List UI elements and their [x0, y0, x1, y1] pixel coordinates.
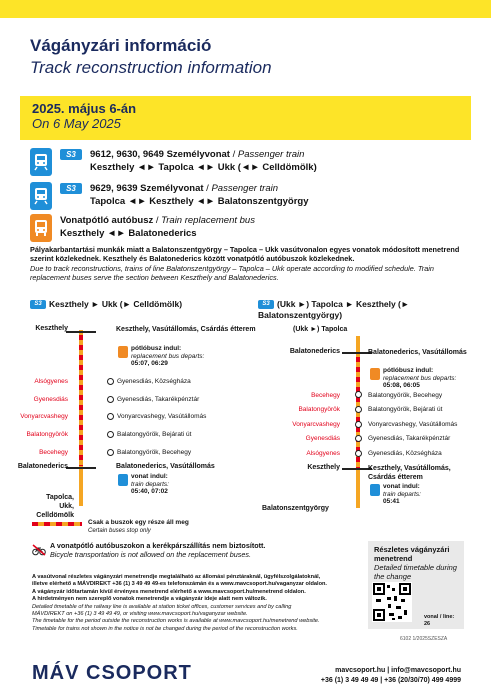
stop-label: Balatongyörök, Becehegy — [117, 449, 192, 456]
bus-icon — [30, 214, 52, 242]
legend-text: Csak a buszok egy része áll meg Certain buses stop only — [88, 519, 189, 534]
station-label: Becehegy — [311, 392, 340, 399]
left-bottom-tick — [66, 467, 96, 469]
date-band — [20, 96, 471, 140]
stop-label: Vonyarcvashegy, Vasútállomás — [117, 413, 207, 420]
station-label: Becehegy — [39, 449, 68, 456]
station-label: Alsógyenes — [34, 378, 68, 385]
left-continue: Tapolca, Ukk, Celldömölk — [36, 494, 74, 519]
left-bottom-stop: Balatonederics, Vasútállomás — [116, 463, 215, 470]
station-label: Gyenesdiás — [33, 396, 68, 403]
s3-badge: S3 — [30, 300, 46, 309]
station-label: Gyenesdiás — [305, 435, 340, 442]
right-bus-departure: pótlóbusz indul: replacement bus departs: 05:08, 06:05 — [383, 367, 457, 389]
stop-marker — [355, 406, 362, 413]
top-yellow-bar — [0, 0, 491, 18]
stop-label: Gyenesdiás, Takarékpénztár — [368, 435, 451, 442]
stop-marker — [107, 396, 114, 403]
stop-label: Gyenesdiás, Takarékpénztár — [117, 396, 200, 403]
station-label: Vonyarcvashegy — [292, 421, 340, 428]
service-train-1 — [30, 148, 470, 180]
mav-logo: MÁV CSOPORT — [32, 662, 192, 684]
no-bicycle-icon — [32, 543, 46, 555]
stop-label: Balatongyörök, Bejárati út — [117, 431, 192, 438]
right-diagram-heading: S3 (Ukk ►) Tapolca ► Keszthely (► Balatonszentgyörgy) — [258, 299, 410, 320]
station-label: Vonyarcvashegy — [20, 413, 68, 420]
service-numbers: 9629, 9639 Személyvonat / Passenger train — [90, 183, 279, 194]
qr-code[interactable] — [372, 582, 412, 622]
train-icon — [370, 484, 380, 496]
notice-hungarian: Pályakarbantartási munkák miatt a Balatonszentgyörgy – Tapolca – Ukk vasútvonalon egyes vonatok módosított menetrend szerint közlekednek. Keszthely és Balatonederics között vonatpótló autóbuszok közlekednek. — [30, 245, 460, 264]
notice-english: Due to track reconstructions, trains of line Balatonszentgyörgy – Tapolca – Ukk operate according to modified schedule. Train replacement buses serve the section between Keszthely and Balatonederics. — [30, 263, 434, 282]
stop-marker — [355, 421, 362, 428]
stop-marker — [355, 450, 362, 457]
left-top-station: Keszthely — [35, 325, 68, 332]
legend-dashed-line — [32, 522, 82, 526]
title-hungarian: Vágányzári információ — [30, 36, 212, 55]
stop-label: Gyenesdiás, Községháza — [368, 450, 442, 457]
right-train-departure: vonat indul: train departs: 05:41 — [383, 483, 421, 505]
bus-icon — [370, 368, 380, 380]
left-bus-line — [79, 330, 83, 466]
right-train-line — [356, 336, 360, 352]
right-bottom-stop: Keszthely, Vasútállomás, Csárdás étterem — [368, 465, 451, 481]
s3-badge: S3 — [60, 183, 82, 194]
right-continue: Balatonszentgyörgy — [262, 505, 329, 512]
left-train-line — [79, 466, 83, 506]
date-hungarian: 2025. május 6-án — [32, 101, 137, 116]
contact-info: mavcsoport.hu | info@mavcsoport.hu +36 (1) 3 49 49 49 | +36 (20/30/70) 499 4999 — [320, 667, 461, 684]
stop-label: Gyenesdiás, Községháza — [117, 378, 191, 385]
stop-marker — [107, 378, 114, 385]
stop-label: Balatongyörök, Bejárati út — [368, 406, 443, 413]
service-route: Keszthely ◄► Tapolca ◄► Ukk (◄► Celldömölk) — [90, 162, 317, 173]
document-id: 6102 1/2025SZESZA — [400, 636, 448, 642]
stop-marker — [107, 449, 114, 456]
left-top-stop: Keszthely, Vasútállomás, Csárdás étterem — [116, 326, 256, 333]
left-bus-departure: pótlóbusz indul: replacement bus departs: 05:07, 06:29 — [131, 345, 205, 367]
right-top-label: (Ukk ►) Tapolca — [293, 326, 348, 333]
service-route: Tapolca ◄► Keszthely ◄► Balatonszentgyörgy — [90, 196, 309, 207]
right-top-station: Balatonederics — [289, 348, 340, 355]
train-icon — [30, 182, 52, 210]
service-route: Keszthely ◄► Balatonederics — [60, 228, 197, 239]
title-english: Track reconstruction information — [30, 58, 272, 77]
train-icon — [30, 148, 52, 176]
service-train-2 — [30, 182, 470, 214]
right-top-stop: Balatonederics, Vasútállomás — [368, 349, 467, 356]
right-bottom-station: Keszthely — [307, 464, 340, 471]
footer-notes: A vasútvonal részletes vágányzári menetrendje megtalálható az állomási pénztáraknál, ügyfélszolgálatoknál, illetve elérhető a MÁVDIREKT +36 (1) 3 49 49 49-es telefonszámán és a www.mavcsoport.hu/vaganyzar oldalon. A vágányzár időtartamán kívül érvényes menetrend elérhető a www.mavcsoport.hu/menetrend oldalon. A hirdetményen nem szereplő vonatok menetrendje a vágányzár ideje alatt nem változik. Detailed timetable of the railway line is available at station ticket offices, customer services and by calling MÁVDIREKT on +36 (1) 3 49 49 49, or visiting www.mavcsoport.hu/vaganyzar website. The timetable for the period outside the reconstruction works is available at www.mavcsoport.hu/menetrend website. Timetable for trains not shown in the notice is not be changed during the period of the reconstruction works. — [32, 574, 327, 632]
bus-icon — [118, 346, 128, 358]
station-label: Balatongyörök — [298, 406, 340, 413]
left-train-departure: vonat indul: train departs: 05:40, 07:02 — [131, 473, 169, 495]
stop-marker — [107, 413, 114, 420]
left-top-tick — [66, 331, 96, 333]
line-number: vonal / line: 26 — [424, 614, 455, 627]
station-label: Balatongyörök — [26, 431, 68, 438]
stop-marker — [355, 391, 362, 398]
train-icon — [118, 474, 128, 486]
stop-marker — [107, 431, 114, 438]
service-numbers: Vonatpótló autóbusz / Train replacement bus — [60, 215, 255, 226]
date-english: On 6 May 2025 — [32, 116, 121, 131]
service-bus — [30, 214, 470, 246]
s3-badge: S3 — [60, 149, 82, 160]
s3-badge: S3 — [258, 300, 274, 309]
station-label: Alsógyenes — [306, 450, 340, 457]
stop-label: Vonyarcvashegy, Vasútállomás — [368, 421, 458, 428]
stop-marker — [355, 435, 362, 442]
timetable-box: Részletes vágányzári menetrend Detailed timetable during the change — [368, 541, 464, 629]
notice-text — [30, 245, 470, 282]
left-bottom-station: Balatonederics — [17, 463, 68, 470]
stop-label: Balatongyörök, Becehegy — [368, 392, 443, 399]
left-diagram-heading: S3 Keszthely ► Ukk (► Celldömölk) — [30, 299, 182, 309]
service-numbers: 9612, 9630, 9649 Személyvonat / Passenger train — [90, 149, 305, 160]
bike-note: A vonatpótló autóbuszokon a kerékpárszállítás nem biztosított. Bicycle transportation is not allowed on the replacement buses. — [50, 541, 266, 559]
right-train-line-2 — [356, 468, 360, 508]
page-title — [30, 36, 272, 78]
